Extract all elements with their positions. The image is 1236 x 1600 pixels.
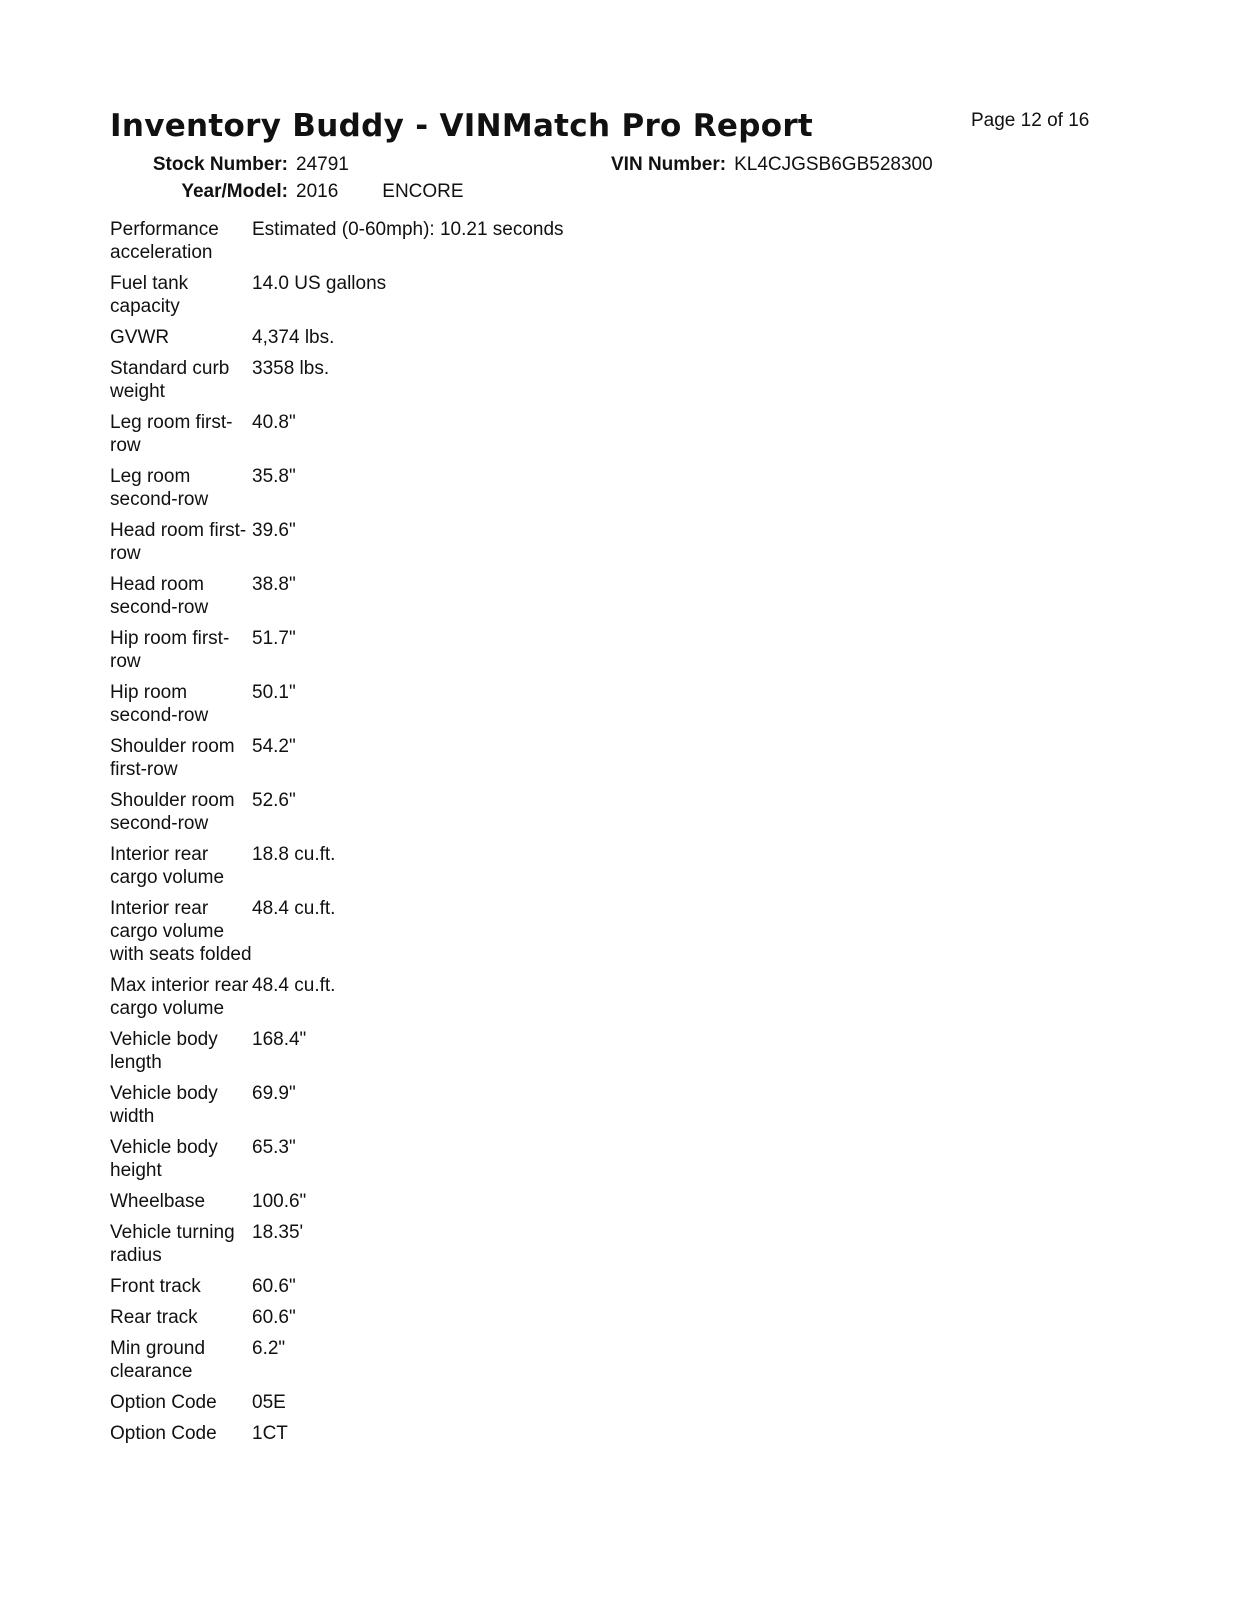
spec-value: 52.6" xyxy=(252,790,296,811)
spec-row xyxy=(110,627,670,681)
spec-label: Leg room second-row xyxy=(110,466,209,510)
spec-row xyxy=(110,1190,670,1221)
page-number: Page 12 of 16 xyxy=(971,110,1090,131)
spec-row xyxy=(110,789,670,843)
spec-value: 51.7" xyxy=(252,628,296,649)
spec-value: 38.8" xyxy=(252,574,296,595)
spec-table xyxy=(110,218,670,1453)
spec-value: 4,374 lbs. xyxy=(252,327,335,348)
spec-row xyxy=(110,681,670,735)
spec-row xyxy=(110,1275,670,1306)
spec-row xyxy=(110,974,670,1028)
spec-label: GVWR xyxy=(110,327,170,348)
spec-label: Leg room first-row xyxy=(110,412,233,456)
spec-label: Rear track xyxy=(110,1307,198,1328)
spec-value: 14.0 US gallons xyxy=(252,273,387,294)
spec-label: Max interior rear cargo volume xyxy=(110,975,249,1019)
spec-value: 6.2" xyxy=(252,1338,286,1359)
spec-label: Standard curb weight xyxy=(110,358,230,402)
spec-value: 1CT xyxy=(252,1423,288,1444)
stock-number-label: Stock Number: xyxy=(152,154,288,175)
spec-value: 48.4 cu.ft. xyxy=(252,898,336,919)
spec-value: 65.3" xyxy=(252,1137,296,1158)
report-title: Inventory Buddy - VINMatch Pro Report xyxy=(110,108,814,144)
spec-label: Head room second-row xyxy=(110,574,209,618)
spec-label: Interior rear cargo volume xyxy=(110,844,225,888)
spec-row xyxy=(110,843,670,897)
stock-number-row xyxy=(110,154,349,176)
spec-label: Fuel tank capacity xyxy=(110,273,189,317)
spec-label: Shoulder room second-row xyxy=(110,790,235,834)
spec-row xyxy=(110,1221,670,1275)
spec-value: 69.9" xyxy=(252,1083,296,1104)
spec-label: Shoulder room first-row xyxy=(110,736,235,780)
spec-row xyxy=(110,519,670,573)
spec-value: 168.4" xyxy=(252,1029,307,1050)
model-value: ENCORE xyxy=(382,181,464,202)
spec-label: Min ground clearance xyxy=(110,1338,206,1382)
spec-label: Performance acceleration xyxy=(110,219,219,263)
spec-row xyxy=(110,1028,670,1082)
spec-row xyxy=(110,218,670,272)
spec-value: 48.4 cu.ft. xyxy=(252,975,336,996)
stock-number-value: 24791 xyxy=(296,154,349,175)
year-model-label: Year/Model: xyxy=(181,181,288,202)
year-value: 2016 xyxy=(296,181,339,202)
spec-label: Front track xyxy=(110,1276,201,1297)
spec-label: Hip room second-row xyxy=(110,682,209,726)
vin-number-row xyxy=(611,154,933,176)
spec-row xyxy=(110,465,670,519)
spec-row xyxy=(110,357,670,411)
spec-row xyxy=(110,1136,670,1190)
spec-value: 40.8" xyxy=(252,412,296,433)
spec-label: Hip room first-row xyxy=(110,628,230,672)
spec-value: 18.35' xyxy=(252,1222,304,1243)
spec-value: Estimated (0-60mph): 10.21 seconds xyxy=(252,219,564,240)
year-model-row xyxy=(110,181,464,203)
vin-number-value: KL4CJGSB6GB528300 xyxy=(734,154,933,175)
spec-value: 3358 lbs. xyxy=(252,358,330,379)
spec-value: 05E xyxy=(252,1392,286,1413)
spec-table-body xyxy=(110,218,670,1453)
spec-label: Vehicle body length xyxy=(110,1029,218,1073)
spec-value: 100.6" xyxy=(252,1191,307,1212)
spec-row xyxy=(110,1306,670,1337)
spec-value: 60.6" xyxy=(252,1276,296,1297)
spec-row xyxy=(110,411,670,465)
spec-label: Option Code xyxy=(110,1392,217,1413)
spec-row xyxy=(110,735,670,789)
spec-label: Vehicle body height xyxy=(110,1137,218,1181)
spec-row xyxy=(110,272,670,326)
spec-row xyxy=(110,573,670,627)
spec-value: 39.6" xyxy=(252,520,296,541)
spec-row xyxy=(110,326,670,357)
spec-value: 35.8" xyxy=(252,466,296,487)
spec-row xyxy=(110,1337,670,1391)
spec-row xyxy=(110,1422,670,1453)
spec-value: 50.1" xyxy=(252,682,296,703)
spec-row xyxy=(110,897,670,974)
spec-row xyxy=(110,1391,670,1422)
spec-row xyxy=(110,1082,670,1136)
spec-value: 18.8 cu.ft. xyxy=(252,844,336,865)
spec-label: Vehicle body width xyxy=(110,1083,218,1127)
spec-value: 60.6" xyxy=(252,1307,296,1328)
spec-value: 54.2" xyxy=(252,736,296,757)
spec-label: Wheelbase xyxy=(110,1191,206,1212)
spec-label: Vehicle turning radius xyxy=(110,1222,235,1266)
spec-label: Interior rear cargo volume with seats folded xyxy=(110,898,252,965)
spec-label: Option Code xyxy=(110,1423,217,1444)
spec-label: Head room first-row xyxy=(110,520,247,564)
vin-number-label: VIN Number: xyxy=(611,154,727,175)
